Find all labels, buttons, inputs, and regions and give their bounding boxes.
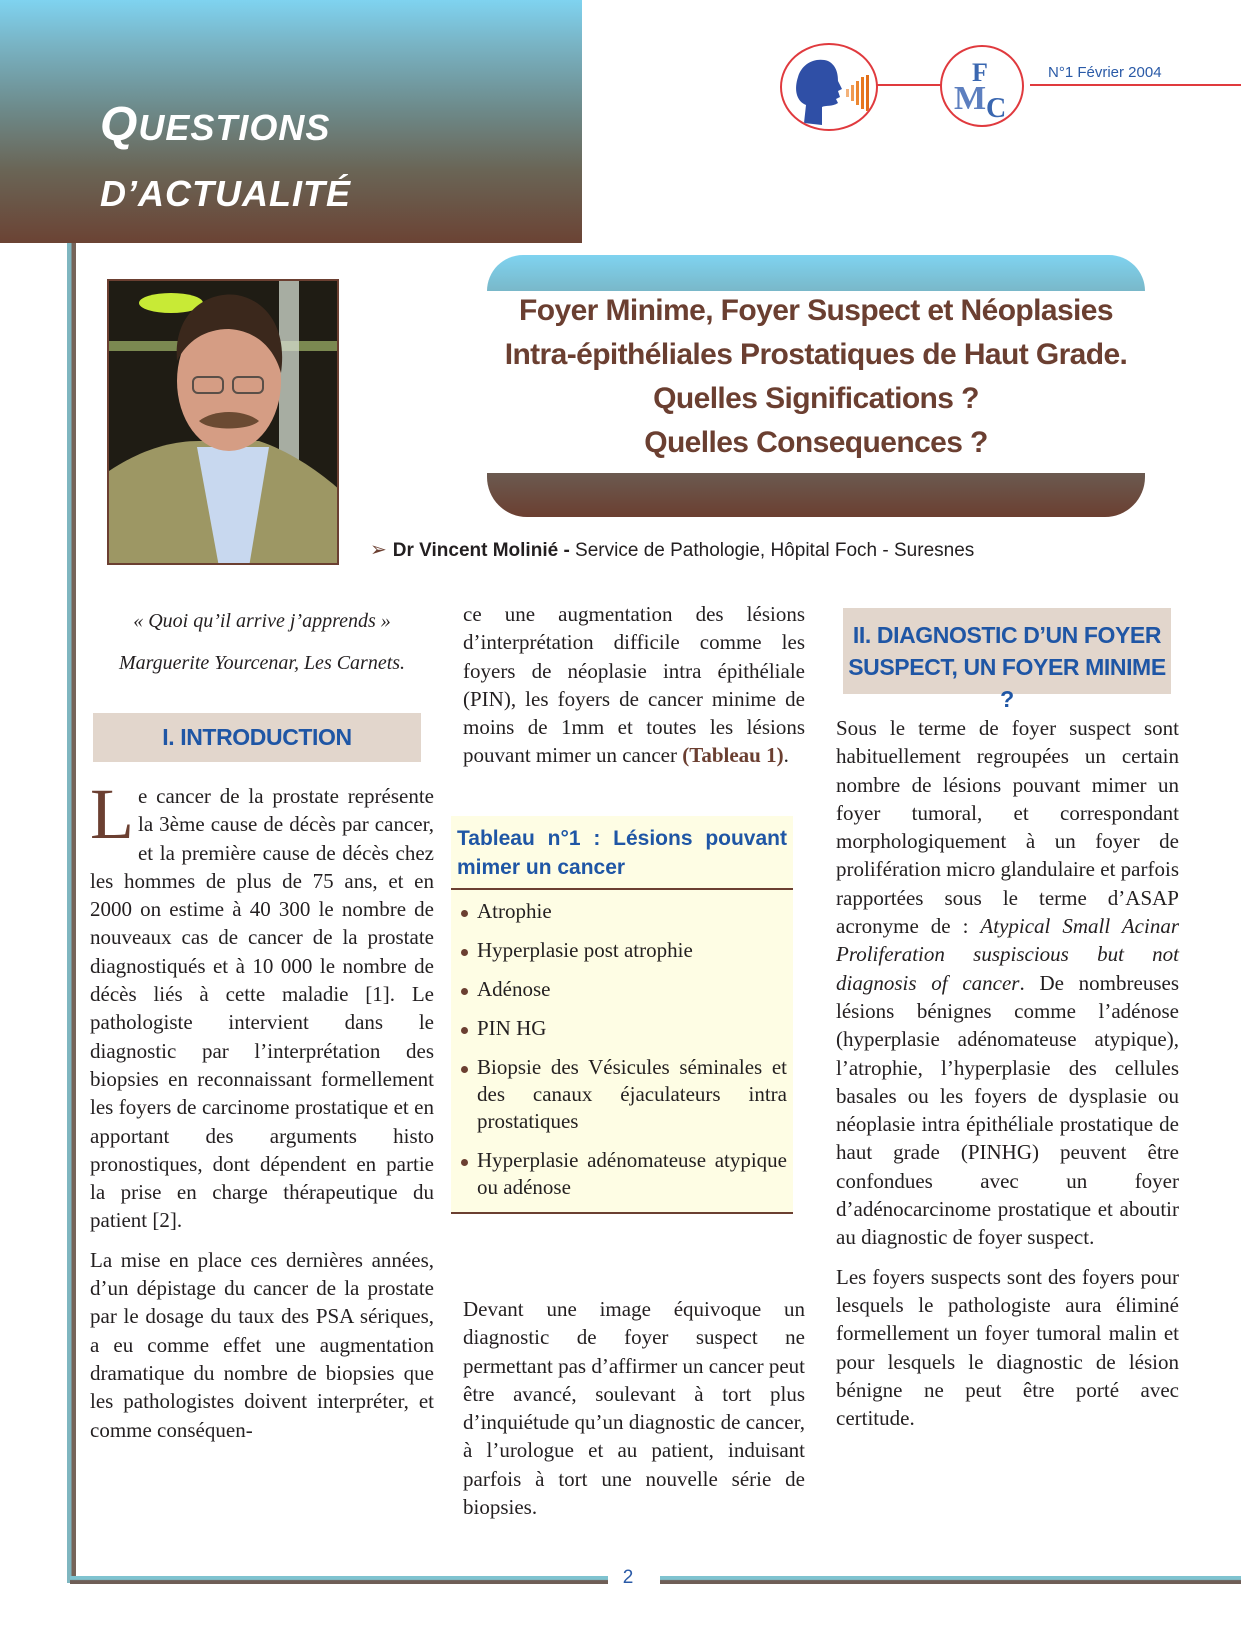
- paragraph-text: Sous le terme de foyer suspect sont habituellement regroupées un certain nombre de lésions pouvant mimer un foyer tumoral, et correspondant morphologiquement à un foyer de prolifération micro glandulaire et parfois rapportées sous le terme d’ASAP acronyme de :: [836, 716, 1179, 939]
- title-line: Foyer Minime, Foyer Suspect et Néoplasies: [519, 294, 1113, 327]
- author-name: Dr Vincent Molinié -: [392, 540, 570, 561]
- footer-rule-left: [70, 1576, 608, 1584]
- author-affiliation: Service de Pathologie, Hôpital Foch - Suresnes: [569, 540, 975, 561]
- asap-definition: Atypical Small Acinar Proliferation suspiscious but not diagnosis of cancer: [836, 914, 1179, 995]
- arrow-bullet-icon: ➢: [370, 539, 387, 561]
- title-cap-bottom: [487, 473, 1145, 517]
- title-line: Quelles Consequences ?: [644, 426, 988, 459]
- title-line: Intra-épithéliales Prostatiques de Haut Grade.: [504, 338, 1128, 371]
- issue-date: N°1 Février 2004: [1048, 64, 1162, 81]
- table-reference-link[interactable]: (Tableau 1): [682, 743, 784, 768]
- title-cap-top: [487, 255, 1145, 291]
- table-item: Atrophie: [457, 898, 787, 925]
- svg-text:C: C: [986, 93, 1007, 124]
- table-list: [451, 890, 793, 1201]
- article-title-box: [487, 255, 1145, 517]
- table-item: Hyperplasie post atrophie: [457, 937, 787, 964]
- paragraph-end: .: [783, 743, 789, 768]
- left-margin-rule: [67, 243, 76, 1583]
- svg-text:M: M: [954, 80, 987, 117]
- speaking-head-logo-icon: [780, 43, 878, 131]
- table-item: PIN HG: [457, 1015, 787, 1042]
- paragraph: [463, 600, 805, 770]
- paragraph-text: . De nombreuses lésions bénignes comme l’adénose (hyperplasie adénomateuse atypique), l’atrophie, l’hyperplasie des cellules basales ou les foyers de dysplasie ou néoplasie intra épithéliale prostatique de haut grade (PINHG) peuvent être confondues avec un foyer d’adénocarcinome prostatique et aboutir au diagnostic de foyer suspect.: [836, 970, 1179, 1250]
- paragraph-text: ce une augmentation des lésions d’interprétation difficile comme les foyers de néoplasie intra épithéliale (PIN), les foyers de cancer minime de moins de 1mm et toutes les lésions pouvant mimer un cancer: [463, 602, 805, 768]
- table-caption: Tableau n°1 : Lésions pouvant mimer un cancer: [451, 816, 793, 890]
- table-bottom-rule: [451, 1212, 793, 1214]
- table-item: Biopsie des Vésicules séminales et des canaux éjaculateurs intra prostatiques: [457, 1054, 787, 1135]
- paragraph: Les foyers suspects sont des foyers pour lesquels le pathologiste aura éliminé formellement un foyer tumoral malin et pour lesquels le diagnostic de lésion bénigne ne peut être porté avec certitude.: [836, 1264, 1179, 1431]
- page-number: 2: [622, 1567, 634, 1588]
- epigraph: [92, 600, 432, 684]
- section-title: [100, 92, 351, 227]
- paragraph: [90, 774, 434, 1235]
- epigraph-text: « Quoi qu’il arrive j’apprends »: [133, 610, 391, 632]
- title-initial: D’A: [100, 173, 165, 214]
- paragraph: [836, 714, 1179, 1252]
- title-line: Quelles Significations ?: [653, 382, 979, 415]
- table-1: [451, 816, 793, 1214]
- section-heading-text: II. DIAGNOSTIC D’UN FOYER: [852, 622, 1162, 648]
- paragraph: Devant une image équivoque un diagnostic de foyer suspect ne permettant pas d’affirmer un cancer peut être avancé, soulevant à tort plus d’inquiétude qu’un diagnostic de cancer, à l’urologue et au patient, induisant parfois à tort une nouvelle série de biopsies.: [463, 1297, 805, 1520]
- section-heading-text: I. INTRODUCTION: [162, 724, 352, 750]
- section-heading-diagnostic: [843, 608, 1171, 712]
- article-title: [487, 289, 1145, 465]
- column-1: [90, 774, 434, 1455]
- column-2-continued: [463, 1295, 805, 1532]
- footer-rule-right: [660, 1576, 1241, 1584]
- author-byline: [370, 537, 974, 562]
- epigraph-source: Marguerite Yourcenar, Les Carnets.: [118, 652, 406, 674]
- table-item: Hyperplasie adénomateuse atypique ou adénose: [457, 1147, 787, 1201]
- section-heading-text: SUSPECT, UN FOYER MINIME ?: [848, 654, 1166, 712]
- drop-cap: L: [90, 774, 134, 854]
- logo-divider-line: [1030, 84, 1241, 86]
- author-photo: [107, 279, 339, 565]
- table-item: Adénose: [457, 976, 787, 1003]
- fmc-logo-icon: [940, 45, 1024, 127]
- paragraph: La mise en place ces dernières années, d’un dépistage du cancer de la prostate par le dosage du taux des PSA sériques, a eu comme effet une augmentation dramatique du nombre de biopsies que les pathologistes doivent interpréter, et comme conséquen-: [90, 1247, 434, 1442]
- column-2: [463, 600, 805, 781]
- title-rest: CTUALITÉ: [165, 173, 351, 214]
- section-banner: [0, 0, 582, 243]
- title-rest: UESTIONS: [138, 107, 331, 148]
- paragraph-text: e cancer de la prostate représente la 3ème cause de décès par cancer, et la première cause de décès chez les hommes de plus de 75 ans, et en 2000 on estime à 40 300 le nombre de nouveaux cas de cancer de la prostate diagnostiqués et à 10 000 le nombre de décès liés à cette maladie [1]. Le pathologiste intervient dans le diagnostic par l’interprétation des biopsies en reconnaissant formellement les foyers de carcinome prostatique et en apportant des arguments histo pronostiques, dont dépendent en partie la prise en charge thérapeutique du patient [2].: [90, 784, 434, 1233]
- svg-text:F: F: [972, 58, 988, 87]
- section-heading-introduction: [93, 713, 421, 762]
- column-3: [836, 714, 1179, 1443]
- title-initial: Q: [100, 98, 139, 151]
